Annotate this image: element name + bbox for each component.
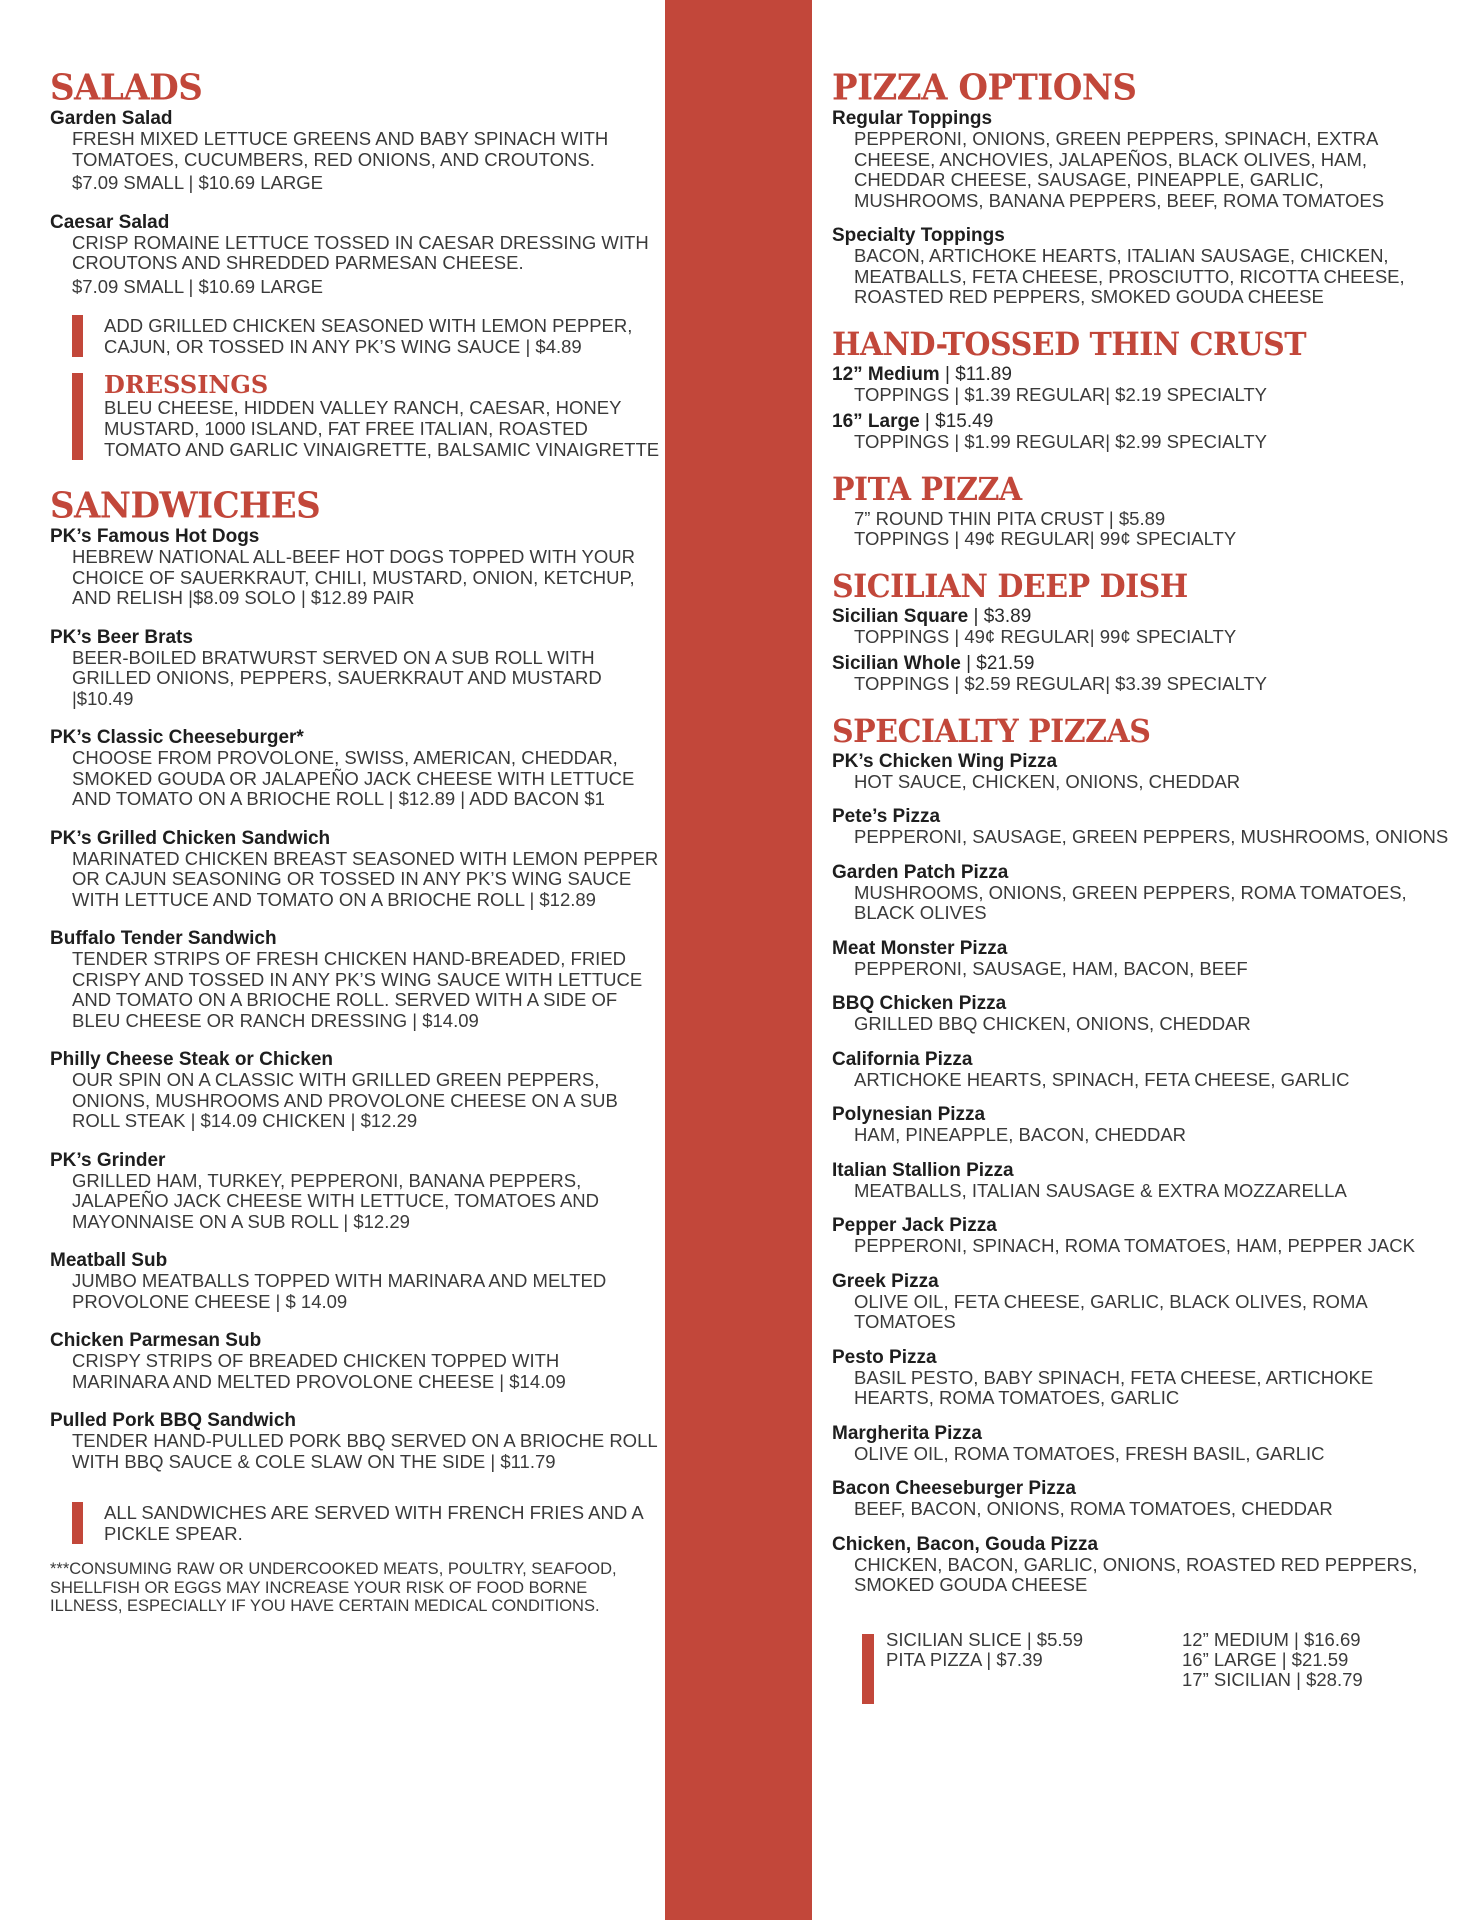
item-name: Caesar Salad <box>50 211 170 233</box>
pita-title: PITA PIZZA <box>832 471 1022 509</box>
item-desc: TENDER HAND-PULLED PORK BBQ SERVED ON A BRIOCHE ROLL WITH BBQ SAUCE & COLE SLAW ON THE SIDE | $11.79 <box>72 1430 657 1472</box>
pita-section <box>832 471 1452 550</box>
item-desc: PEPPERONI, SAUSAGE, HAM, BACON, BEEF <box>854 957 1248 979</box>
menu-item <box>832 606 1452 648</box>
size-price: | $21.59 <box>960 653 1035 674</box>
item-desc: MUSHROOMS, ONIONS, GREEN PEPPERS, ROMA TOMATOES, BLACK OLIVES <box>854 881 1407 923</box>
specialty-size-prices <box>832 1630 1452 1706</box>
item-name: PK’s Famous Hot Dogs <box>50 526 260 547</box>
slice-prices <box>886 1630 1083 1670</box>
item-desc: BEER-BOILED BRATWURST SERVED ON A SUB ROLL WITH GRILLED ONIONS, PEPPERS, SAUERKRAUT AND MUSTARD |$10.49 <box>72 646 602 709</box>
item-name: Specialty Toppings <box>832 225 1005 246</box>
item-name <box>832 653 1452 674</box>
food-safety-disclaimer: ***CONSUMING RAW OR UNDERCOOKED MEATS, POULTRY, SEAFOOD, SHELLFISH OR EGGS MAY INCREASE YOUR RISK OF FOOD BORNE ILLNESS, ESPECIALLY IF YOU HAVE CERTAIN MEDICAL CONDITIONS. <box>50 1560 617 1615</box>
item-desc: HAM, PINEAPPLE, BACON, CHEDDAR <box>854 1124 1187 1145</box>
item-name: Chicken, Bacon, Gouda Pizza <box>832 1533 1099 1555</box>
menu-item <box>832 1104 1452 1146</box>
menu-item <box>832 1160 1452 1202</box>
pizza-options-section <box>832 66 1452 308</box>
accent-bar <box>72 315 83 357</box>
dressings-box <box>50 370 660 460</box>
item-name: PK’s Grinder <box>50 1149 166 1171</box>
menu-item <box>50 1150 660 1233</box>
center-red-stripe <box>665 0 812 1920</box>
pita-crust: 7” ROUND THIN PITA CRUST | $5.89 <box>854 507 1166 529</box>
item-name: Pulled Pork BBQ Sandwich <box>50 1410 296 1431</box>
sandwiches-section <box>50 484 660 1616</box>
menu-item <box>50 727 660 810</box>
item-desc: HEBREW NATIONAL ALL-BEEF HOT DOGS TOPPED WITH YOUR CHOICE OF SAUERKRAUT, CHILI, MUSTARD, ONION, KETCHUP, AND RELISH |$8.09 SOLO | $12.89 PAIR <box>72 546 635 608</box>
salads-title: SALADS <box>50 66 203 109</box>
item-name: Pete’s Pizza <box>832 806 941 827</box>
size-price: | $15.49 <box>919 411 994 432</box>
whole-prices <box>1182 1630 1363 1690</box>
item-desc: BASIL PESTO, BABY SPINACH, FETA CHEESE, ARTICHOKE HEARTS, ROMA TOMATOES, GARLIC <box>854 1366 1374 1408</box>
item-name <box>832 411 1452 432</box>
item-desc: BACON, ARTICHOKE HEARTS, ITALIAN SAUSAGE, CHICKEN, MEATBALLS, FETA CHEESE, PROSCIUTTO, RICOTTA CHEESE, ROASTED RED PEPPERS, SMOKED GOUDA CHEESE <box>854 245 1405 307</box>
sides-text: ALL SANDWICHES ARE SERVED WITH FRENCH FRIES AND A PICKLE SPEAR. <box>104 1502 643 1544</box>
menu-item <box>832 108 1452 211</box>
size-price: | $3.89 <box>968 605 1032 627</box>
toppings-prices: TOPPINGS | $1.39 REGULAR| $2.19 SPECIALTY <box>854 383 1268 405</box>
item-name: PK’s Beer Brats <box>50 626 193 648</box>
item-desc: BEEF, BACON, ONIONS, ROMA TOMATOES, CHEDDAR <box>854 1498 1333 1519</box>
item-name: Regular Toppings <box>832 108 993 129</box>
menu-item <box>50 928 660 1031</box>
item-desc: PEPPERONI, ONIONS, GREEN PEPPERS, SPINACH, EXTRA CHEESE, ANCHOVIES, JALAPEÑOS, BLACK OLIVES, HAM, CHEDDAR CHEESE, SAUSAGE, PINEAPPLE, GARLIC, MUSHROOMS, BANANA PEPPERS, BEEF, ROMA TOMATOES <box>854 128 1385 211</box>
menu-item <box>832 1271 1452 1333</box>
specialty-pizzas-section <box>832 713 1452 1706</box>
sicilian-section <box>832 568 1452 695</box>
menu-item <box>832 1347 1452 1409</box>
specialty-title: SPECIALTY PIZZAS <box>832 713 1151 751</box>
salad-addon-note <box>50 315 660 357</box>
accent-bar <box>72 1502 83 1544</box>
menu-item <box>50 212 660 298</box>
item-desc: OLIVE OIL, ROMA TOMATOES, FRESH BASIL, GARLIC <box>854 1442 1325 1464</box>
left-column <box>50 66 660 1638</box>
menu-item <box>832 1478 1452 1520</box>
sandwiches-title: SANDWICHES <box>50 484 321 527</box>
menu-item <box>832 751 1452 793</box>
item-name: California Pizza <box>832 1048 973 1070</box>
dressings-title: DRESSINGS <box>104 370 269 399</box>
price-line: 17” SICILIAN | $28.79 <box>1182 1668 1363 1690</box>
item-desc: OLIVE OIL, FETA CHEESE, GARLIC, BLACK OLIVES, ROMA TOMATOES <box>854 1290 1367 1332</box>
toppings-prices: TOPPINGS | 49¢ REGULAR| 99¢ SPECIALTY <box>854 625 1237 647</box>
menu-item <box>832 806 1452 848</box>
thin-crust-section <box>832 326 1452 453</box>
toppings-prices: TOPPINGS | $2.59 REGULAR| $3.39 SPECIALTY <box>854 673 1268 694</box>
menu-item <box>832 364 1452 406</box>
item-desc: CRISP ROMAINE LETTUCE TOSSED IN CAESAR DRESSING WITH CROUTONS AND SHREDDED PARMESAN CHEESE. <box>72 231 649 273</box>
item-desc: JUMBO MEATBALLS TOPPED WITH MARINARA AND MELTED PROVOLONE CHEESE | $ 14.09 <box>72 1270 607 1312</box>
item-desc: MEATBALLS, ITALIAN SAUSAGE & EXTRA MOZZARELLA <box>854 1179 1347 1201</box>
item-name: Greek Pizza <box>832 1270 939 1292</box>
item-name: BBQ Chicken Pizza <box>832 993 1007 1014</box>
item-name: PK’s Classic Cheeseburger* <box>50 727 304 748</box>
item-desc: MARINATED CHICKEN BREAST SEASONED WITH LEMON PEPPER OR CAJUN SEASONING OR TOSSED IN ANY PK’S WING SAUCE WITH LETTUCE AND TOMATO ON A BRIOCHE ROLL | $12.89 <box>72 847 659 910</box>
dressings-list: BLEU CHEESE, HIDDEN VALLEY RANCH, CAESAR, HONEY MUSTARD, 1000 ISLAND, FAT FREE ITALIAN, ROASTED TOMATO AND GARLIC VINAIGRETTE, BALSAMIC VINAIGRETTE <box>104 397 660 460</box>
menu-item <box>50 108 660 194</box>
menu-item <box>50 526 660 609</box>
accent-bar <box>862 1634 874 1704</box>
salads-section <box>50 66 660 460</box>
item-desc: ARTICHOKE HEARTS, SPINACH, FETA CHEESE, GARLIC <box>854 1068 1350 1090</box>
right-column <box>832 66 1452 1728</box>
item-price: $7.09 SMALL | $10.69 LARGE <box>72 275 323 297</box>
size-name: 16” Large <box>832 411 920 432</box>
item-name: Garden Patch Pizza <box>832 861 1009 883</box>
menu-item <box>832 993 1452 1035</box>
menu-item <box>832 862 1452 924</box>
item-desc: TENDER STRIPS OF FRESH CHICKEN HAND-BREADED, FRIED CRISPY AND TOSSED IN ANY PK’S WING SAUCE WITH LETTUCE AND TOMATO ON A BRIOCHE ROLL. SERVED WITH A SIDE OF BLEU CHEESE OR RANCH DRESSING | $14.09 <box>72 948 643 1031</box>
menu-item <box>50 1410 660 1472</box>
menu-item <box>832 1215 1452 1257</box>
menu-item <box>832 938 1452 980</box>
menu-item <box>50 1330 660 1392</box>
item-desc: HOT SAUCE, CHICKEN, ONIONS, CHEDDAR <box>854 770 1241 792</box>
item-desc: OUR SPIN ON A CLASSIC WITH GRILLED GREEN PEPPERS, ONIONS, MUSHROOMS AND PROVOLONE CHEESE ON A SUB ROLL STEAK | $14.09 CHICKEN | $12.29 <box>72 1069 618 1131</box>
item-desc: CHICKEN, BACON, GARLIC, ONIONS, ROASTED RED PEPPERS, SMOKED GOUDA CHEESE <box>854 1553 1418 1595</box>
item-price: $7.09 SMALL | $10.69 LARGE <box>72 172 323 193</box>
menu-item <box>50 627 660 710</box>
thin-crust-title: HAND-TOSSED THIN CRUST <box>832 326 1307 364</box>
menu-item <box>832 653 1452 695</box>
item-name: Italian Stallion Pizza <box>832 1159 1014 1181</box>
size-name: Sicilian Square <box>832 605 969 627</box>
item-name: PK’s Grilled Chicken Sandwich <box>50 827 331 849</box>
price-line: SICILIAN SLICE | $5.59 <box>886 1628 1084 1650</box>
item-name: Buffalo Tender Sandwich <box>50 928 277 949</box>
size-name: Sicilian Whole <box>832 653 961 674</box>
price-line: 12” MEDIUM | $16.69 <box>1182 1628 1361 1650</box>
item-name: Philly Cheese Steak or Chicken <box>50 1049 334 1070</box>
menu-item <box>832 411 1452 453</box>
item-desc: GRILLED BBQ CHICKEN, ONIONS, CHEDDAR <box>854 1013 1251 1034</box>
menu-item <box>832 1049 1452 1091</box>
item-name: Garden Salad <box>50 108 173 129</box>
sicilian-title: SICILIAN DEEP DISH <box>832 568 1188 606</box>
item-desc: GRILLED HAM, TURKEY, PEPPERONI, BANANA PEPPERS, JALAPEÑO JACK CHEESE WITH LETTUCE, TOMATOES AND MAYONNAISE ON A SUB ROLL | $12.29 <box>72 1169 600 1232</box>
menu-item <box>50 1049 660 1132</box>
price-line: PITA PIZZA | $7.39 <box>886 1648 1043 1670</box>
item-name: Polynesian Pizza <box>832 1104 986 1125</box>
item-desc: FRESH MIXED LETTUCE GREENS AND BABY SPINACH WITH TOMATOES, CUCUMBERS, RED ONIONS, AND CROUTONS. <box>72 128 609 170</box>
item-name: Bacon Cheeseburger Pizza <box>832 1478 1076 1499</box>
item-name: Chicken Parmesan Sub <box>50 1330 262 1351</box>
item-desc: PEPPERONI, SAUSAGE, GREEN PEPPERS, MUSHROOMS, ONIONS <box>854 826 1449 847</box>
menu-item <box>832 1534 1452 1596</box>
accent-bar <box>72 373 83 460</box>
addon-text: ADD GRILLED CHICKEN SEASONED WITH LEMON PEPPER, CAJUN, OR TOSSED IN ANY PK’S WING SAUCE | $4.89 <box>104 315 633 357</box>
menu-item <box>50 828 660 911</box>
pizza-options-title: PIZZA OPTIONS <box>832 66 1137 109</box>
item-name <box>832 606 1452 627</box>
price-line: 16” LARGE | $21.59 <box>1182 1648 1349 1670</box>
pita-toppings: TOPPINGS | 49¢ REGULAR| 99¢ SPECIALTY <box>854 528 1237 549</box>
item-name: Pepper Jack Pizza <box>832 1215 997 1236</box>
item-name: Meatball Sub <box>50 1250 168 1271</box>
item-desc: CRISPY STRIPS OF BREADED CHICKEN TOPPED WITH MARINARA AND MELTED PROVOLONE CHEESE | $14.09 <box>72 1350 566 1392</box>
menu-item <box>50 1250 660 1312</box>
toppings-prices: TOPPINGS | $1.99 REGULAR| $2.99 SPECIALTY <box>854 431 1268 452</box>
size-price: | $11.89 <box>939 363 1012 385</box>
item-name <box>832 364 1452 385</box>
size-name: 12” Medium <box>832 363 940 385</box>
item-name: Meat Monster Pizza <box>832 937 1008 959</box>
item-name: PK’s Chicken Wing Pizza <box>832 750 1058 772</box>
sandwich-sides-note <box>50 1502 660 1544</box>
menu-item <box>832 225 1452 308</box>
item-desc: PEPPERONI, SPINACH, ROMA TOMATOES, HAM, PEPPER JACK <box>854 1235 1415 1256</box>
item-name: Margherita Pizza <box>832 1422 982 1444</box>
menu-item <box>832 1423 1452 1465</box>
item-desc: CHOOSE FROM PROVOLONE, SWISS, AMERICAN, CHEDDAR, SMOKED GOUDA OR JALAPEÑO JACK CHEESE WITH LETTUCE AND TOMATO ON A BRIOCHE ROLL | $12.89 | ADD BACON $1 <box>72 747 635 809</box>
item-name: Pesto Pizza <box>832 1346 937 1368</box>
